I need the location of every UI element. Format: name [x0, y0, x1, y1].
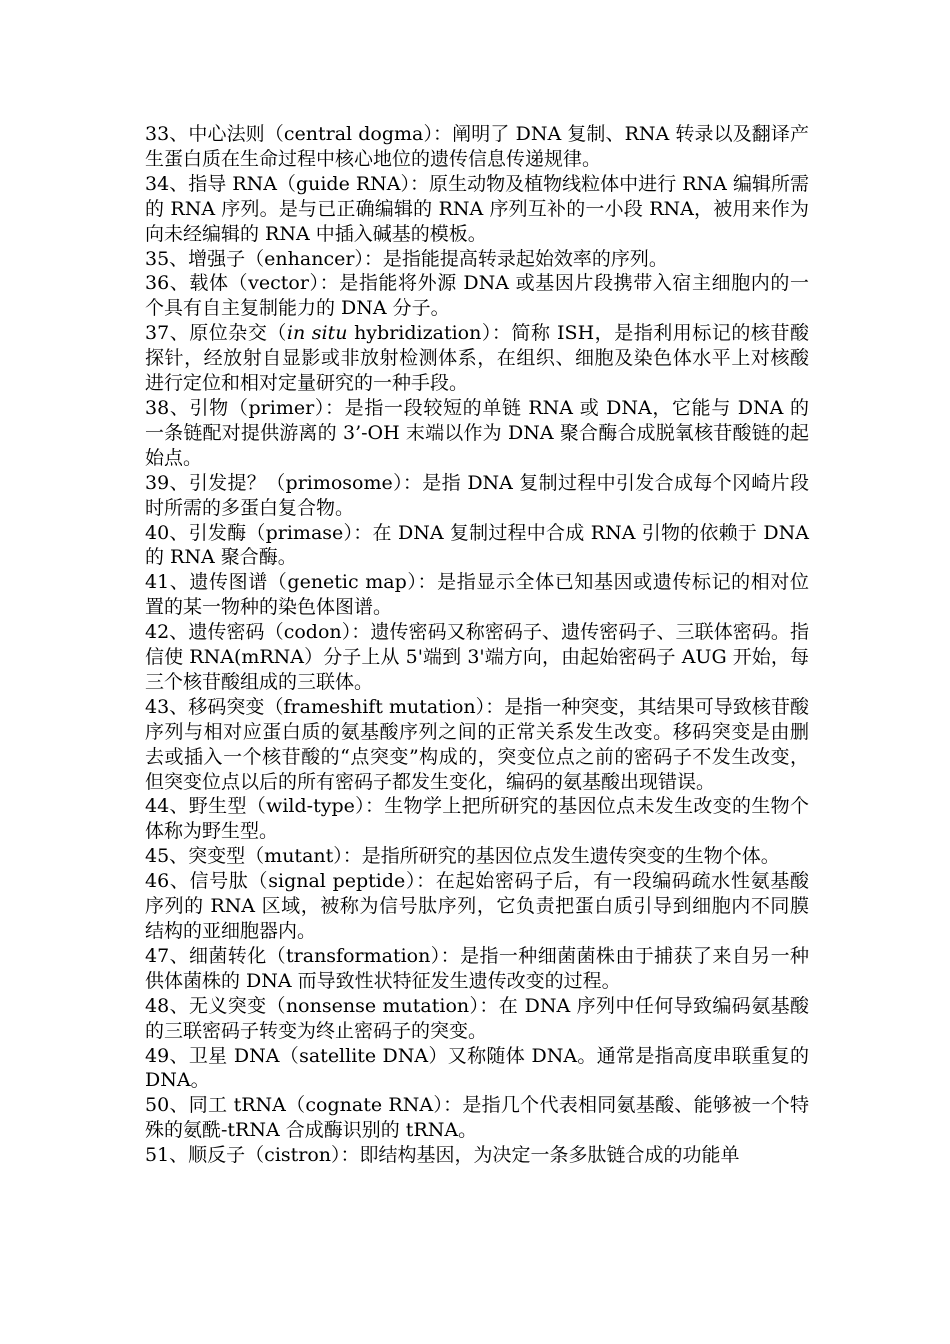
glossary-entry-50: 50、同工 tRNA（cognate RNA）：是指几个代表相同氨基酸、能够被一个特殊的氨酰-tRNA 合成酶识别的 tRNA。 — [145, 1094, 809, 1142]
glossary-entry-43: 43、移码突变（frameshift mutation）：是指一种突变，其结果可导致核苷酸序列与相对应蛋白质的氨基酸序列之间的正常关系发生改变。移码突变是由删去或插入一个核苷酸的“点突变”构成的，突变位点之前的密码子不发生改变，但突变位点以后的所有密码子都发生变化，编码的氨基酸出现错误。 — [145, 695, 809, 793]
glossary-entry-41: 41、遗传图谱（genetic map）：是指显示全体已知基因或遗传标记的相对位置的某一物种的染色体图谱。 — [145, 571, 809, 619]
glossary-entry-33: 33、中心法则（central dogma）：阐明了 DNA 复制、RNA 转录以及翻译产生蛋白质在生命过程中核心地位的遗传信息传递规律。 — [145, 123, 809, 170]
glossary-entry-38: 38、引物（primer）：是指一段较短的单链 RNA 或 DNA，它能与 DNA 的一条链配对提供游离的 3’-OH 末端以作为 DNA 聚合酶合成脱氧核苷酸链的起始点。 — [145, 396, 809, 469]
glossary-entry-40: 40、引发酶（primase）：在 DNA 复制过程中合成 RNA 引物的依赖于 DNA 的 RNA 聚合酶。 — [145, 521, 809, 569]
glossary-entry-48: 48、无义突变（nonsense mutation）：在 DNA 序列中任何导致编码氨基酸的三联密码子转变为终止密码子的突变。 — [145, 994, 809, 1042]
glossary-entry-42: 42、遗传密码（codon）：遗传密码又称密码子、遗传密码子、三联体密码。指信使 RNA(mRNA）分子上从 5'端到 3'端方向，由起始密码子 AUG 开始，每三个核苷酸组成的三联体。 — [145, 621, 809, 693]
glossary-entry-35: 35、增强子（enhancer）：是指能提高转录起始效率的序列。 — [145, 247, 668, 270]
document-body — [145, 122, 809, 1168]
italic-term: in situ — [286, 322, 348, 345]
glossary-entry-36: 36、载体（vector）：是指能将外源 DNA 或基因片段携带入宿主细胞内的一个具有自主复制能力的 DNA 分子。 — [145, 272, 809, 320]
glossary-entry-46: 46、信号肽（signal peptide）：在起始密码子后，有一段编码疏水性氨基酸序列的 RNA 区域，被称为信号肽序列，它负责把蛋白质引导到细胞内不同膜结构的亚细胞器内。 — [145, 870, 809, 942]
glossary-entry-39: 39、引发提？（primosome）：是指 DNA 复制过程中引发合成每个冈崎片段时所需的多蛋白复合物。 — [145, 471, 809, 519]
glossary-entry-37: 37、原位杂交（in situ hybridization）：简称 ISH，是指利用标记的核苷酸探针，经放射自显影或非放射检测体系，在组织、细胞及染色体水平上对核酸进行定位和相对定量研究的一种手段。 — [145, 322, 809, 395]
glossary-entry-34: 34、指导 RNA（guide RNA）：原生动物及植物线粒体中进行 RNA 编辑所需的 RNA 序列。是与已正确编辑的 RNA 序列互补的一小段 RNA，被用来作为向未经编辑的 RNA 中插入碱基的模板。 — [145, 172, 809, 245]
glossary-entry-47: 47、细菌转化（transformation）：是指一种细菌菌株由于捕获了来自另一种供体菌株的 DNA 而导致性状特征发生遗传改变的过程。 — [145, 944, 809, 992]
glossary-entry-51: 51、顺反子（cistron）：即结构基因，为决定一条多肽链合成的功能单 — [145, 1144, 740, 1167]
glossary-entry-45: 45、突变型（mutant）：是指所研究的基因位点发生遗传突变的生物个体。 — [145, 845, 780, 868]
glossary-entry-49: 49、卫星 DNA（satellite DNA）又称随体 DNA。通常是指高度串联重复的 DNA。 — [145, 1044, 809, 1092]
glossary-entry-44: 44、野生型（wild-type）：生物学上把所研究的基因位点未发生改变的生物个体称为野生型。 — [145, 795, 809, 843]
